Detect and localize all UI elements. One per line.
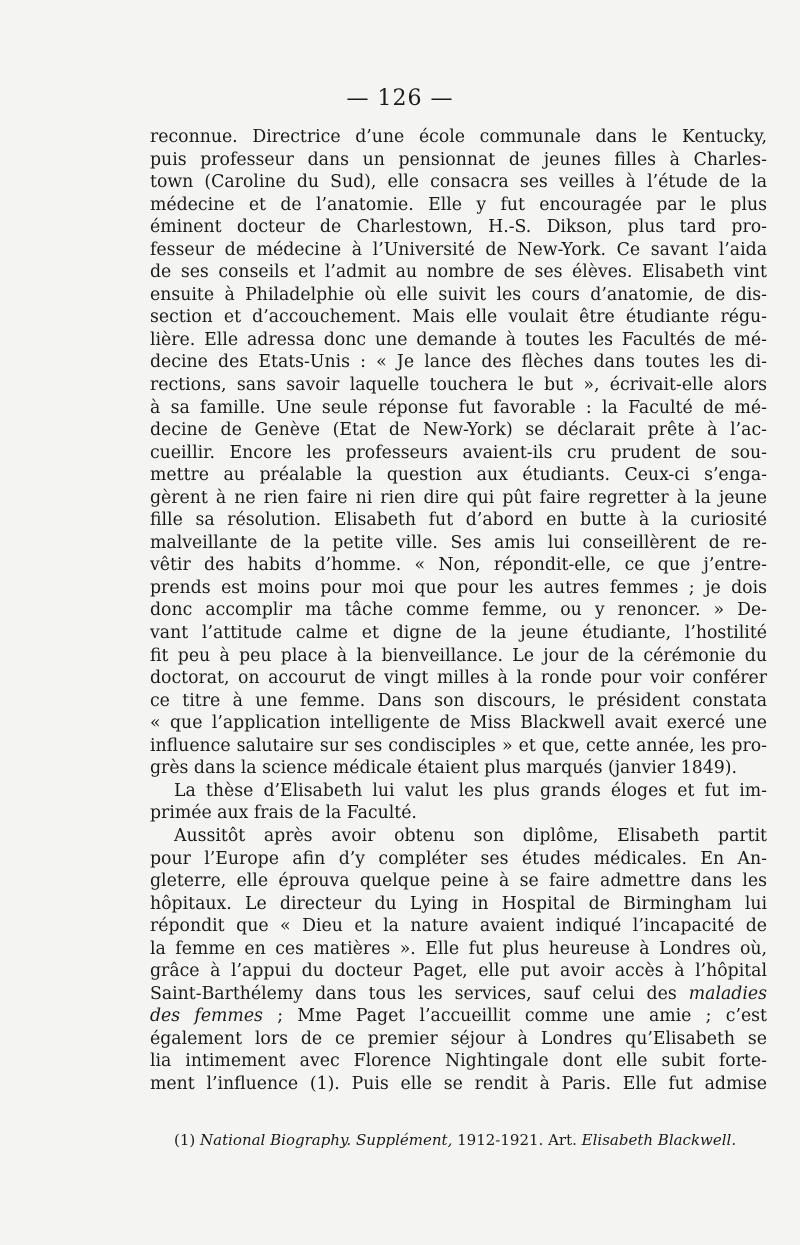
text-line: Aussitôt après avoir obtenu son diplôme, Elisabeth partit	[174, 825, 767, 846]
text-line: ment l’influence (1). Puis elle se rendit à Paris. Elle fut admise	[150, 1073, 767, 1094]
text-line: section et d’accouchement. Mais elle voulait être étudiante régu-	[150, 307, 767, 328]
text-line: primée aux frais de la Faculté.	[150, 803, 417, 824]
text-line: gleterre, elle éprouva quelque peine à se faire admettre dans les	[150, 871, 767, 892]
text-line: lière. Elle adressa donc une demande à toutes les Facultés de mé-	[150, 329, 767, 350]
text-line: malveillante de la petite ville. Ses amis lui conseillèrent de re-	[150, 532, 767, 553]
text-line: grès dans la science médicale étaient plus marqués (janvier 1849).	[150, 758, 737, 779]
text-line: vêtir des habits d’homme. « Non, répondit-elle, ce que j’entre-	[150, 555, 767, 576]
text-line: éminent docteur de Charlestown, H.-S. Dikson, plus tard pro-	[150, 217, 767, 238]
text-line: lia intimement avec Florence Nightingale dont elle subit forte-	[150, 1051, 767, 1072]
text-line: médecine et de l’anatomie. Elle y fut encouragée par le plus	[150, 194, 767, 215]
footnote-years: 1912-1921. Art.	[457, 1131, 577, 1149]
text-line: decine des Etats-Unis : « Je lance des flèches dans toutes les di-	[150, 352, 767, 373]
text-line: influence salutaire sur ses condisciples » et que, cette année, les pro-	[150, 735, 767, 756]
text-line: rections, sans savoir laquelle touchera le but », écrivait-elle alors	[150, 375, 767, 396]
text-line: ensuite à Philadelphie où elle suivit les cours d’anatomie, de dis-	[150, 284, 767, 305]
footnote-marker: (1)	[174, 1131, 196, 1149]
text-line: fille sa résolution. Elisabeth fut d’abord en butte à la curiosité	[150, 510, 767, 531]
text-line: fesseur de médecine à l’Université de New-York. Ce savant l’aida	[150, 239, 767, 260]
text-line: gèrent à ne rien faire ni rien dire qui pût faire regretter à la jeune	[150, 487, 767, 508]
text-line: de ses conseils et l’admit au nombre de ses élèves. Elisabeth vint	[150, 262, 767, 283]
text-line: puis professeur dans un pensionnat de jeunes filles à Charles-	[150, 149, 767, 170]
footnote-source: National Biography. Supplément,	[200, 1131, 453, 1149]
text-line: des femmes ; Mme Paget l’accueillit comme une amie ; c’est	[150, 1006, 767, 1027]
text-line: reconnue. Directrice d’une école communale dans le Kentucky,	[150, 127, 767, 147]
text-line: La thèse d’Elisabeth lui valut les plus grands éloges et fut im-	[174, 780, 767, 801]
text-line: pour l’Europe afin d’y compléter ses études médicales. En An-	[150, 848, 767, 869]
text-line: « que l’application intelligente de Miss Blackwell avait exercé une	[150, 713, 767, 734]
text-line: doctorat, on accourut de vingt milles à la ronde pour voir conférer	[150, 668, 767, 689]
page-number: — 126 —	[346, 86, 454, 111]
text-line: cueillir. Encore les professeurs avaient-ils cru prudent de sou-	[150, 442, 767, 463]
text-line: vant l’attitude calme et digne de la jeune étudiante, l’hostilité	[150, 623, 767, 644]
text-line: town (Caroline du Sud), elle consacra ses veilles à l’étude de la	[150, 172, 767, 193]
text-line: decine de Genève (Etat de New-York) se déclarait prête à l’ac-	[150, 420, 767, 441]
text-line: répondit que « Dieu et la nature avaient indiqué l’incapacité de	[150, 916, 767, 937]
text-line: fit peu à peu place à la bienveillance. Le jour de la cérémonie du	[150, 645, 767, 666]
text-line: prends est moins pour moi que pour les autres femmes ; je dois	[150, 577, 767, 598]
text-line: ce titre à une femme. Dans son discours, le président constata	[150, 690, 767, 711]
text-line: hôpitaux. Le directeur du Lying in Hospital de Birmingham lui	[150, 893, 767, 914]
text-line: la femme en ces matières ». Elle fut plus heureuse à Londres où,	[150, 938, 767, 959]
text-line: Saint-Barthélemy dans tous les services, sauf celui des maladies	[150, 983, 767, 1004]
text-line: donc accomplir ma tâche comme femme, ou y renoncer. » De-	[150, 600, 767, 621]
footnote	[174, 1130, 774, 1150]
text-line: mettre au préalable la question aux étudiants. Ceux-ci s’enga-	[150, 465, 767, 486]
body-text	[150, 126, 767, 1096]
footnote-subject: Elisabeth Blackwell.	[581, 1131, 737, 1149]
text-line: également lors de ce premier séjour à Londres qu’Elisabeth se	[150, 1028, 767, 1049]
text-line: à sa famille. Une seule réponse fut favorable : la Faculté de mé-	[150, 397, 767, 418]
text-line: grâce à l’appui du docteur Paget, elle put avoir accès à l’hôpital	[150, 961, 767, 982]
